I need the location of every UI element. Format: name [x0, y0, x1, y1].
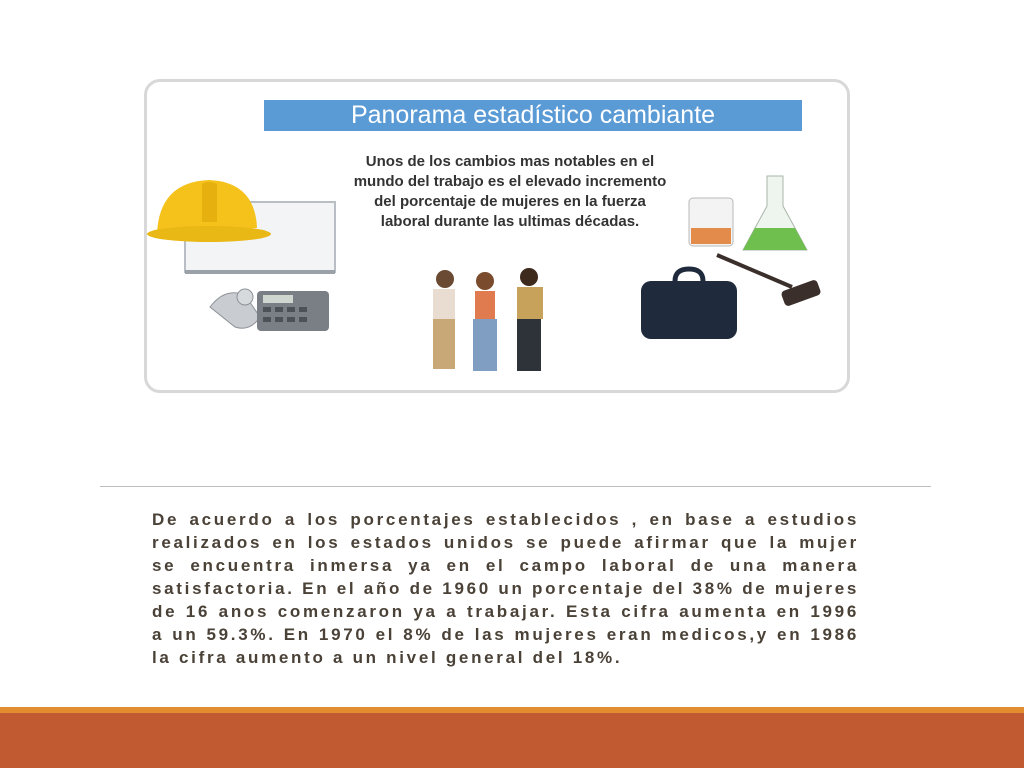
divider	[100, 486, 931, 487]
image-title: Panorama estadístico cambiante	[264, 100, 802, 131]
hard-hat-icon	[147, 172, 277, 252]
gavel-icon	[712, 247, 832, 317]
image-caption: Unos de los cambios mas notables en el mundo del trabajo es el elevado incremento del porcentaje de mujeres en la fuerza laboral durante las ultimas décadas.	[353, 153, 667, 230]
calculator-icon	[255, 287, 335, 337]
footer-bar	[0, 713, 1024, 768]
beaker-icon	[685, 192, 745, 252]
slide-image	[144, 79, 850, 393]
body-text: De acuerdo a los porcentajes establecidos , en base a estudios realizados en los estados unidos se puede afirmar que la mujer se encuentra inmersa ya en el campo laboral de una manera satisfactoria. En el año de 1960 un porcentaje del 38% de mujeres de 16 anos comenzaron ya a trabajar. Esta cifra aumenta en 1996 a un 59.3%. En 1970 el 8% de las mujeres eran medicos,y en 1986 la cifra aumento a un nivel general del 18%.	[152, 510, 859, 667]
people-group-icon	[405, 267, 575, 377]
